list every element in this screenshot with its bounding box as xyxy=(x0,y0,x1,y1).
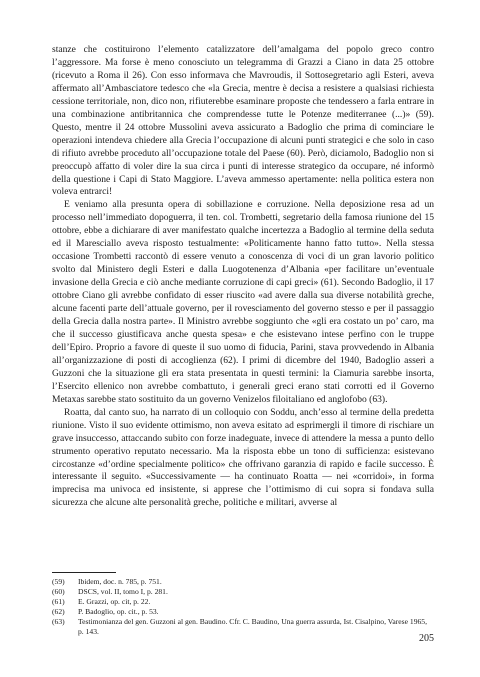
footnote-text: Testimonianza del gen. Guzzoni al gen. Baudino. Cfr. C. Baudino, Una guerra assurda, Ist. Cisalpino, Varese 1965, p. 143. xyxy=(78,617,427,637)
footnotes xyxy=(52,577,434,638)
paragraph-3: Roatta, dal canto suo, ha narrato di un colloquio con Soddu, anch’esso al termine della predetta riunione. Visto il suo evidente ottimismo, non aveva esitato ad esprimergli il timore di rischiare un grave insuccesso, attaccando subito con forze inadeguate, invece di attendere la messa a punto dello strumento operativo reputato necessario. Ma la risposta ebbe un tono di sufficienza: esistevano circostanze «d’ordine specialmente politico» che offrivano garanzia di rapido e facile successo. È interessante il seguito. «Successivamente — ha continuato Roatta — nei «corridoi», in forma imprecisa ma univoca ed insistente, si apprese che l’ottimismo di cui sopra si fondava sulla sicurezza che alcune alte personalità greche, politiche e militari, avverse al xyxy=(52,406,434,509)
paragraph-1: stanze che costituirono l’elemento catalizzatore dell’amalgama del popolo greco contro l’aggressore. Ma forse è meno conosciuto un telegramma di Grazzi a Ciano in data 25 ottobre (ricevuto a Roma il 26). Con esso informava che Mavroudis, il Sottosegretario agli Esteri, aveva affermato all’Ambasciatore tedesco che «la Grecia, mentre è decisa a resistere a qualsiasi richiesta cessione territoriale, non, dico non, rifiuterebbe esaminare proposte che tendessero a farla entrare in una combinazione antibritannica che comprendesse tutte le Potenze mediterranee (...)» (59). Questo, mentre il 24 ottobre Mussolini aveva assicurato a Badoglio che prima di cominciare le operazioni intendeva chiedere alla Grecia l’occupazione di alcuni punti strategici e che solo in caso di rifiuto avrebbe proceduto all’occupazione totale del Paese (60). Però, diciamolo, Badoglio non si preoccupò affatto di voler dire la sua circa i punti di interesse strategico da occupare, né informò della questione i Capi di Stato Maggiore. L’aveva ammesso apertamente: nella politica estera non voleva entrarci! xyxy=(52,44,434,198)
page-number: 205 xyxy=(419,633,434,644)
footnote-63 xyxy=(52,617,434,637)
footnote-number: (59) xyxy=(52,577,65,586)
footnote-text: P. Badoglio, op. cit., p. 53. xyxy=(78,607,159,617)
footnote-number: (60) xyxy=(52,587,65,597)
footnote-separator xyxy=(52,572,116,573)
paragraph-2: E veniamo alla presunta opera di sobillazione e corruzione. Nella deposizione resa ad un processo nell’immediato dopoguerra, il ten. col. Trombetti, segretario della famosa riunione del 15 ottobre, ebbe a dichiarare di aver manifestato qualche incertezza a Badoglio al termine della seduta ed il Maresciallo aveva risposto testualmente: «Politicamente hanno fatto tutto». Nella stessa occasione Trombetti raccontò di essere venuto a conoscenza di voci di un gran lavorio politico svolto dal Ministero degli Esteri e dalla Luogotenenza d’Albania «per facilitare un’eventuale invasione della Grecia e ciò anche mediante corruzione di capi greci» (61). Secondo Badoglio, il 17 ottobre Ciano gli avrebbe confidato di esser riuscito «ad avere dalla sua diverse notabilità greche, alcune facenti parte dell’attuale governo, per il rovesciamento del governo stesso e per il passaggio della Grecia dalla nostra parte». Il Ministro avrebbe soggiunto che «gli era costato un po’ caro, ma che il successo giustificava anche questa spesa» e che esistevano intese perfino con le truppe dell’Epiro. Proprio a favore di queste il suo uomo di fiducia, Parini, stava provvedendo in Albania all’organizzazione di posti di accoglienza (62). I primi di dicembre del 1940, Badoglio asserì a Guzzoni che la situazione gli era stata presentata in questi termini: la Ciamuria sarebbe insorta, l’Esercito ellenico non avrebbe combattuto, i generali greci erano stati corrotti ed il Governo Metaxas sarebbe stato sostituito da un governo Venizelos filoitaliano ed anglofobo (63). xyxy=(52,199,434,405)
footnote-number: (62) xyxy=(52,607,65,617)
body-text xyxy=(52,44,434,510)
footnote-59 xyxy=(52,577,434,587)
footnote-text: Ibidem, doc. n. 785, p. 751. xyxy=(78,577,162,586)
footnote-61 xyxy=(52,597,434,607)
footnote-number: (63) xyxy=(52,617,65,627)
footnote-62 xyxy=(52,607,434,617)
footnote-number: (61) xyxy=(52,597,65,607)
footnote-text: E. Grazzi, op. cit, p. 22. xyxy=(78,597,151,607)
footnote-text: DSCS, vol. II, tomo I, p. 281. xyxy=(78,587,168,597)
footnote-60 xyxy=(52,587,434,597)
